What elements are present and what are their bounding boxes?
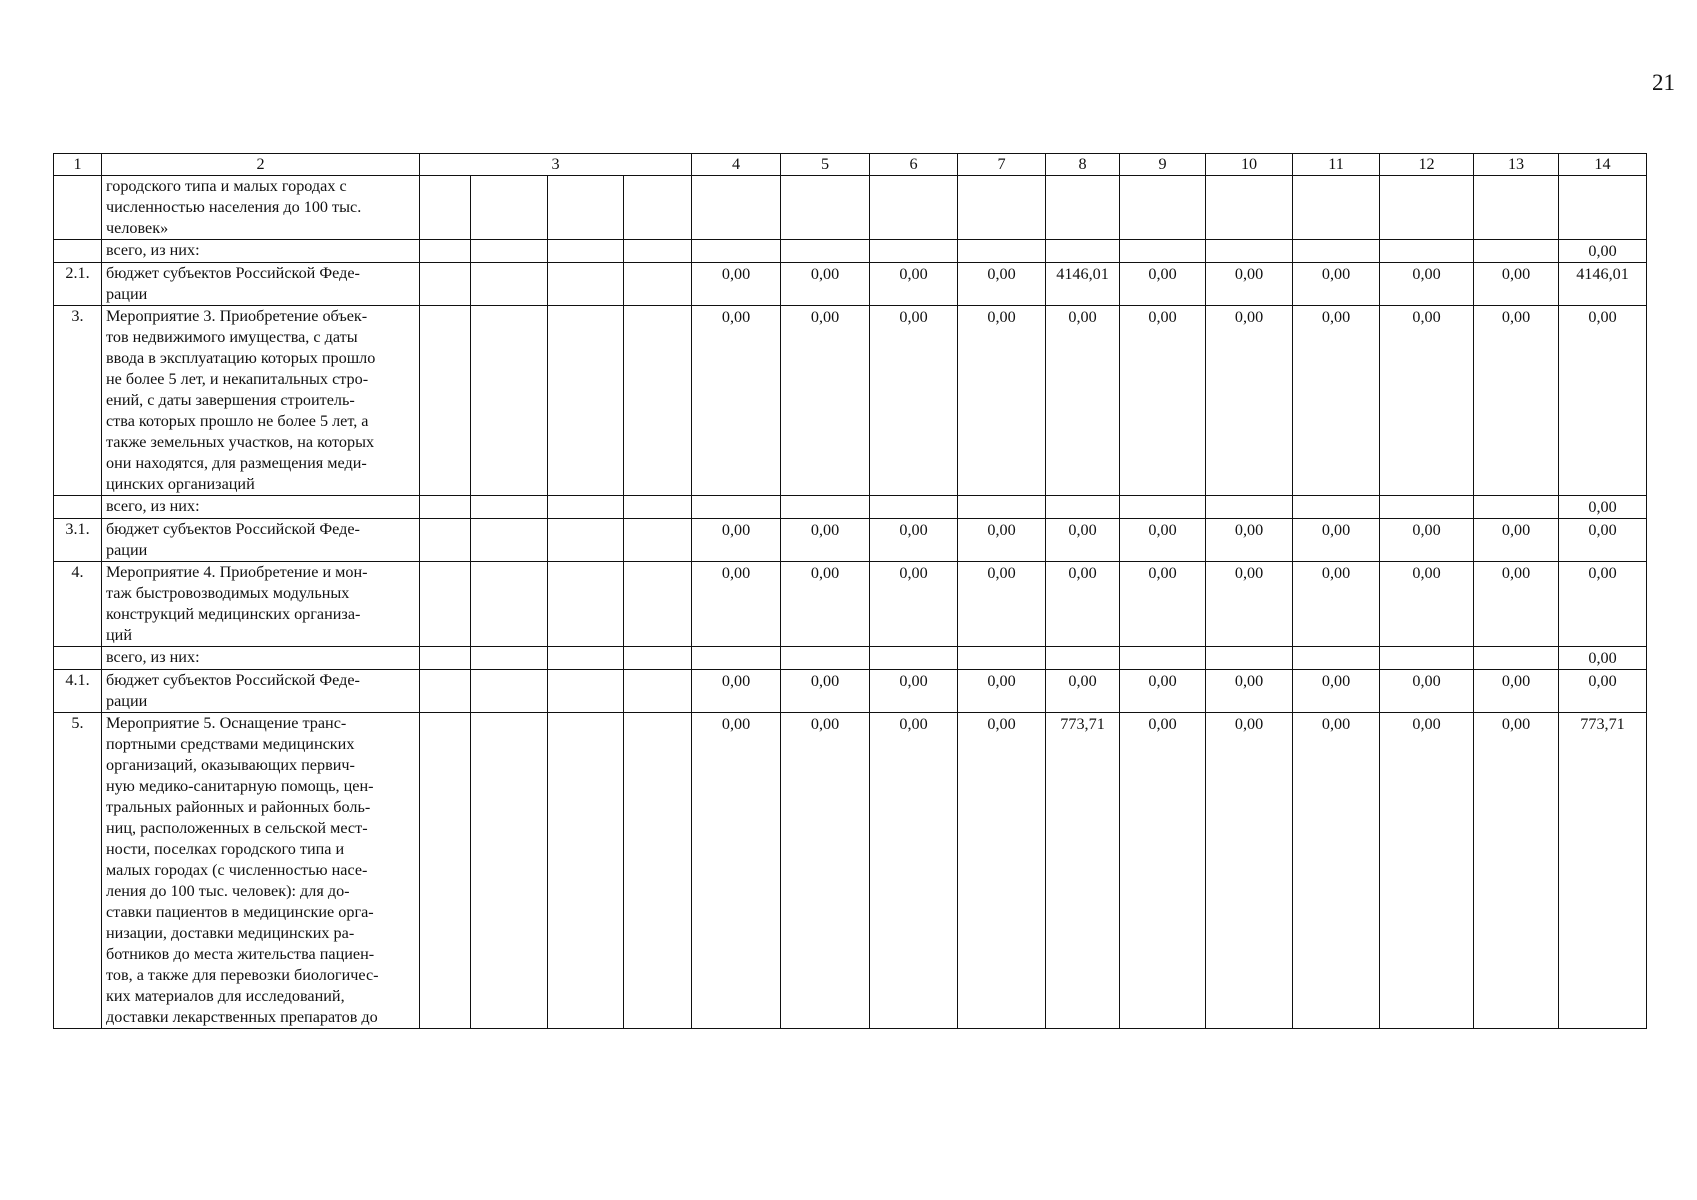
value-cell-col-12: 0,00 [1380,670,1474,713]
table-row [54,647,1647,670]
empty-cell [471,263,548,306]
value-cell-col-7 [958,176,1046,240]
empty-cell [548,713,624,1029]
row-name-line: ниц, расположенных в сельской мест- [106,819,368,837]
header-cell-2: 2 [102,154,420,176]
value-cell-col-11: 0,00 [1293,670,1380,713]
empty-cell [420,670,471,713]
empty-cell [548,263,624,306]
row-number [54,176,102,240]
row-name-line: тов недвижимого имущества, с даты [106,328,358,346]
header-cell-1: 1 [54,154,102,176]
row-name [102,496,420,519]
value-cell-col-11: 0,00 [1293,263,1380,306]
empty-cell [624,306,692,496]
row-name-line: не более 5 лет, и некапитальных стро- [106,370,369,388]
value-cell-col-13: 0,00 [1474,562,1559,647]
value-cell-col-12 [1380,240,1474,263]
table-row [54,713,1647,1029]
row-name-line: всего, из них: [106,648,200,666]
table-body [54,154,1647,1029]
table-row [54,496,1647,519]
value-cell-col-11: 0,00 [1293,562,1380,647]
empty-cell [624,670,692,713]
table-row [54,519,1647,562]
value-cell-col-6: 0,00 [870,562,958,647]
empty-cell [548,670,624,713]
value-cell-col-14: 0,00 [1559,519,1647,562]
empty-cell [624,647,692,670]
value-cell-col-7: 0,00 [958,713,1046,1029]
value-cell-col-6: 0,00 [870,263,958,306]
row-name-line: цинских организаций [106,475,255,493]
row-name-line: ставки пациентов в медицинские орга- [106,903,374,921]
value-cell-col-10 [1206,647,1293,670]
row-name-line: Мероприятие 4. Приобретение и мон- [106,563,368,581]
value-cell-col-13: 0,00 [1474,670,1559,713]
value-cell-col-5: 0,00 [781,562,870,647]
table-row [54,176,1647,240]
value-cell-col-12: 0,00 [1380,519,1474,562]
value-cell-col-12: 0,00 [1380,263,1474,306]
empty-cell [548,647,624,670]
row-name-line: ений, с даты завершения строитель- [106,391,355,409]
row-number: 3.1. [54,519,102,562]
value-cell-col-5: 0,00 [781,263,870,306]
row-name-line: тов, а также для перевозки биологичес- [106,966,379,984]
empty-cell [420,496,471,519]
row-name-line: организаций, оказывающих первич- [106,756,355,774]
value-cell-col-8: 0,00 [1046,306,1120,496]
value-cell-col-8 [1046,240,1120,263]
value-cell-col-4: 0,00 [692,670,781,713]
value-cell-col-11 [1293,647,1380,670]
value-cell-col-9: 0,00 [1120,519,1206,562]
row-name [102,519,420,562]
value-cell-col-8: 0,00 [1046,562,1120,647]
value-cell-col-13 [1474,496,1559,519]
row-name [102,263,420,306]
value-cell-col-8 [1046,176,1120,240]
value-cell-col-14: 0,00 [1559,670,1647,713]
value-cell-col-6: 0,00 [870,670,958,713]
row-number [54,240,102,263]
row-name [102,647,420,670]
row-name [102,240,420,263]
row-name-line: ботников до места жительства пациен- [106,945,375,963]
empty-cell [548,240,624,263]
row-name-line: таж быстровозводимых модульных [106,584,350,602]
value-cell-col-12 [1380,496,1474,519]
value-cell-col-4: 0,00 [692,519,781,562]
value-cell-col-12: 0,00 [1380,713,1474,1029]
value-cell-col-10: 0,00 [1206,306,1293,496]
row-name-line: конструкций медицинских организа- [106,605,361,623]
value-cell-col-12 [1380,647,1474,670]
empty-cell [548,562,624,647]
value-cell-col-5: 0,00 [781,519,870,562]
header-cell-9: 9 [1120,154,1206,176]
value-cell-col-13 [1474,176,1559,240]
empty-cell [471,519,548,562]
value-cell-col-4 [692,647,781,670]
value-cell-col-10: 0,00 [1206,519,1293,562]
table-row [54,306,1647,496]
value-cell-col-12: 0,00 [1380,562,1474,647]
row-name-line: ввода в эксплуатацию которых прошло [106,349,376,367]
value-cell-col-6 [870,647,958,670]
value-cell-col-9 [1120,647,1206,670]
value-cell-col-11: 0,00 [1293,713,1380,1029]
value-cell-col-8 [1046,647,1120,670]
value-cell-col-4: 0,00 [692,263,781,306]
value-cell-col-5 [781,176,870,240]
row-name-line: ления до 100 тыс. человек): для до- [106,882,350,900]
empty-cell [548,176,624,240]
value-cell-col-10: 0,00 [1206,562,1293,647]
row-name-line: бюджет субъектов Российской Феде- [106,671,360,689]
value-cell-col-8: 0,00 [1046,519,1120,562]
value-cell-col-10: 0,00 [1206,263,1293,306]
value-cell-col-14: 0,00 [1559,306,1647,496]
value-cell-col-5 [781,240,870,263]
row-number: 3. [54,306,102,496]
value-cell-col-7: 0,00 [958,670,1046,713]
row-name-line: ций [106,626,132,644]
value-cell-col-7 [958,647,1046,670]
row-name-line: ких материалов для исследований, [106,987,345,1005]
empty-cell [624,176,692,240]
value-cell-col-7 [958,496,1046,519]
row-name-line: ную медико-санитарную помощь, цен- [106,777,374,795]
row-name-line: рации [106,692,148,710]
header-cell-13: 13 [1474,154,1559,176]
empty-cell [624,713,692,1029]
table-row [54,670,1647,713]
empty-cell [471,562,548,647]
value-cell-col-9 [1120,240,1206,263]
row-name-line: они находятся, для размещения меди- [106,454,367,472]
row-name [102,670,420,713]
value-cell-col-11 [1293,496,1380,519]
page-number: 21 [1652,70,1675,95]
header-cell-4: 4 [692,154,781,176]
value-cell-col-9: 0,00 [1120,670,1206,713]
row-name-line: всего, из них: [106,241,200,259]
empty-cell [420,306,471,496]
empty-cell [471,670,548,713]
value-cell-col-4 [692,240,781,263]
value-cell-col-14 [1559,176,1647,240]
row-number [54,647,102,670]
empty-cell [471,240,548,263]
row-name-line: портными средствами медицинских [106,735,355,753]
row-name-line: тральных районных и районных боль- [106,798,371,816]
empty-cell [548,496,624,519]
value-cell-col-7: 0,00 [958,562,1046,647]
row-number: 4.1. [54,670,102,713]
value-cell-col-11 [1293,240,1380,263]
empty-cell [471,647,548,670]
value-cell-col-6: 0,00 [870,713,958,1029]
value-cell-col-9: 0,00 [1120,562,1206,647]
empty-cell [420,713,471,1029]
value-cell-col-8: 4146,01 [1046,263,1120,306]
empty-cell [471,496,548,519]
value-cell-col-4: 0,00 [692,306,781,496]
value-cell-col-14: 0,00 [1559,647,1647,670]
value-cell-col-4 [692,496,781,519]
value-cell-col-5: 0,00 [781,306,870,496]
value-cell-col-8: 0,00 [1046,670,1120,713]
value-cell-col-6 [870,496,958,519]
table-row [54,240,1647,263]
value-cell-col-8: 773,71 [1046,713,1120,1029]
value-cell-col-9: 0,00 [1120,713,1206,1029]
table-row [54,562,1647,647]
row-name-line: бюджет субъектов Российской Феде- [106,520,360,538]
empty-cell [471,176,548,240]
value-cell-col-11: 0,00 [1293,306,1380,496]
row-number [54,496,102,519]
value-cell-col-5: 0,00 [781,713,870,1029]
header-cell-3: 3 [420,154,692,176]
row-name-line: человек» [106,219,169,237]
value-cell-col-6: 0,00 [870,519,958,562]
row-name-line: всего, из них: [106,497,200,515]
header-cell-10: 10 [1206,154,1293,176]
empty-cell [471,306,548,496]
value-cell-col-5 [781,496,870,519]
value-cell-col-13: 0,00 [1474,263,1559,306]
value-cell-col-5 [781,647,870,670]
empty-cell [420,176,471,240]
value-cell-col-14: 0,00 [1559,496,1647,519]
empty-cell [624,263,692,306]
empty-cell [420,562,471,647]
row-name-line: ности, поселках городского типа и [106,840,345,858]
row-name-line: ства которых прошло не более 5 лет, а [106,412,369,430]
row-name-line: бюджет субъектов Российской Феде- [106,264,360,282]
row-name-line: рации [106,285,148,303]
header-cell-12: 12 [1380,154,1474,176]
header-cell-7: 7 [958,154,1046,176]
empty-cell [624,562,692,647]
value-cell-col-5: 0,00 [781,670,870,713]
row-name [102,562,420,647]
value-cell-col-9 [1120,176,1206,240]
row-name-line: малых городах (с численностью насе- [106,861,368,879]
row-number: 4. [54,562,102,647]
row-name-line: Мероприятие 3. Приобретение объек- [106,307,368,325]
row-name-line: рации [106,541,148,559]
value-cell-col-11 [1293,176,1380,240]
header-cell-8: 8 [1046,154,1120,176]
row-name [102,176,420,240]
value-cell-col-7: 0,00 [958,306,1046,496]
header-cell-6: 6 [870,154,958,176]
header-row [54,154,1647,176]
row-number: 5. [54,713,102,1029]
value-cell-col-7 [958,240,1046,263]
row-name-line: численностью населения до 100 тыс. [106,198,362,216]
empty-cell [548,306,624,496]
empty-cell [548,519,624,562]
value-cell-col-14: 4146,01 [1559,263,1647,306]
value-cell-col-10 [1206,176,1293,240]
table-row [54,263,1647,306]
value-cell-col-14: 0,00 [1559,240,1647,263]
row-name [102,306,420,496]
value-cell-col-6 [870,240,958,263]
header-cell-11: 11 [1293,154,1380,176]
value-cell-col-13 [1474,647,1559,670]
header-cell-5: 5 [781,154,870,176]
value-cell-col-12: 0,00 [1380,306,1474,496]
value-cell-col-8 [1046,496,1120,519]
empty-cell [624,240,692,263]
empty-cell [624,519,692,562]
value-cell-col-10 [1206,496,1293,519]
value-cell-col-9: 0,00 [1120,306,1206,496]
value-cell-col-9 [1120,496,1206,519]
empty-cell [420,519,471,562]
row-number: 2.1. [54,263,102,306]
value-cell-col-4: 0,00 [692,713,781,1029]
value-cell-col-6 [870,176,958,240]
row-name-line: доставки лекарственных препаратов до [106,1008,378,1026]
value-cell-col-13: 0,00 [1474,713,1559,1029]
value-cell-col-11: 0,00 [1293,519,1380,562]
value-cell-col-7: 0,00 [958,519,1046,562]
value-cell-col-14: 0,00 [1559,562,1647,647]
value-cell-col-12 [1380,176,1474,240]
value-cell-col-10 [1206,240,1293,263]
value-cell-col-10: 0,00 [1206,713,1293,1029]
value-cell-col-4 [692,176,781,240]
value-cell-col-14: 773,71 [1559,713,1647,1029]
row-name-line: также земельных участков, на которых [106,433,375,451]
empty-cell [624,496,692,519]
empty-cell [420,263,471,306]
value-cell-col-13: 0,00 [1474,519,1559,562]
value-cell-col-10: 0,00 [1206,670,1293,713]
value-cell-col-6: 0,00 [870,306,958,496]
budget-table [53,153,1647,1029]
empty-cell [420,647,471,670]
row-name-line: низации, доставки медицинских ра- [106,924,355,942]
value-cell-col-13: 0,00 [1474,306,1559,496]
empty-cell [471,713,548,1029]
value-cell-col-9: 0,00 [1120,263,1206,306]
row-name-line: городского типа и малых городах с [106,177,347,195]
value-cell-col-4: 0,00 [692,562,781,647]
header-cell-14: 14 [1559,154,1647,176]
row-name [102,713,420,1029]
value-cell-col-13 [1474,240,1559,263]
value-cell-col-7: 0,00 [958,263,1046,306]
empty-cell [420,240,471,263]
row-name-line: Мероприятие 5. Оснащение транс- [106,714,347,732]
